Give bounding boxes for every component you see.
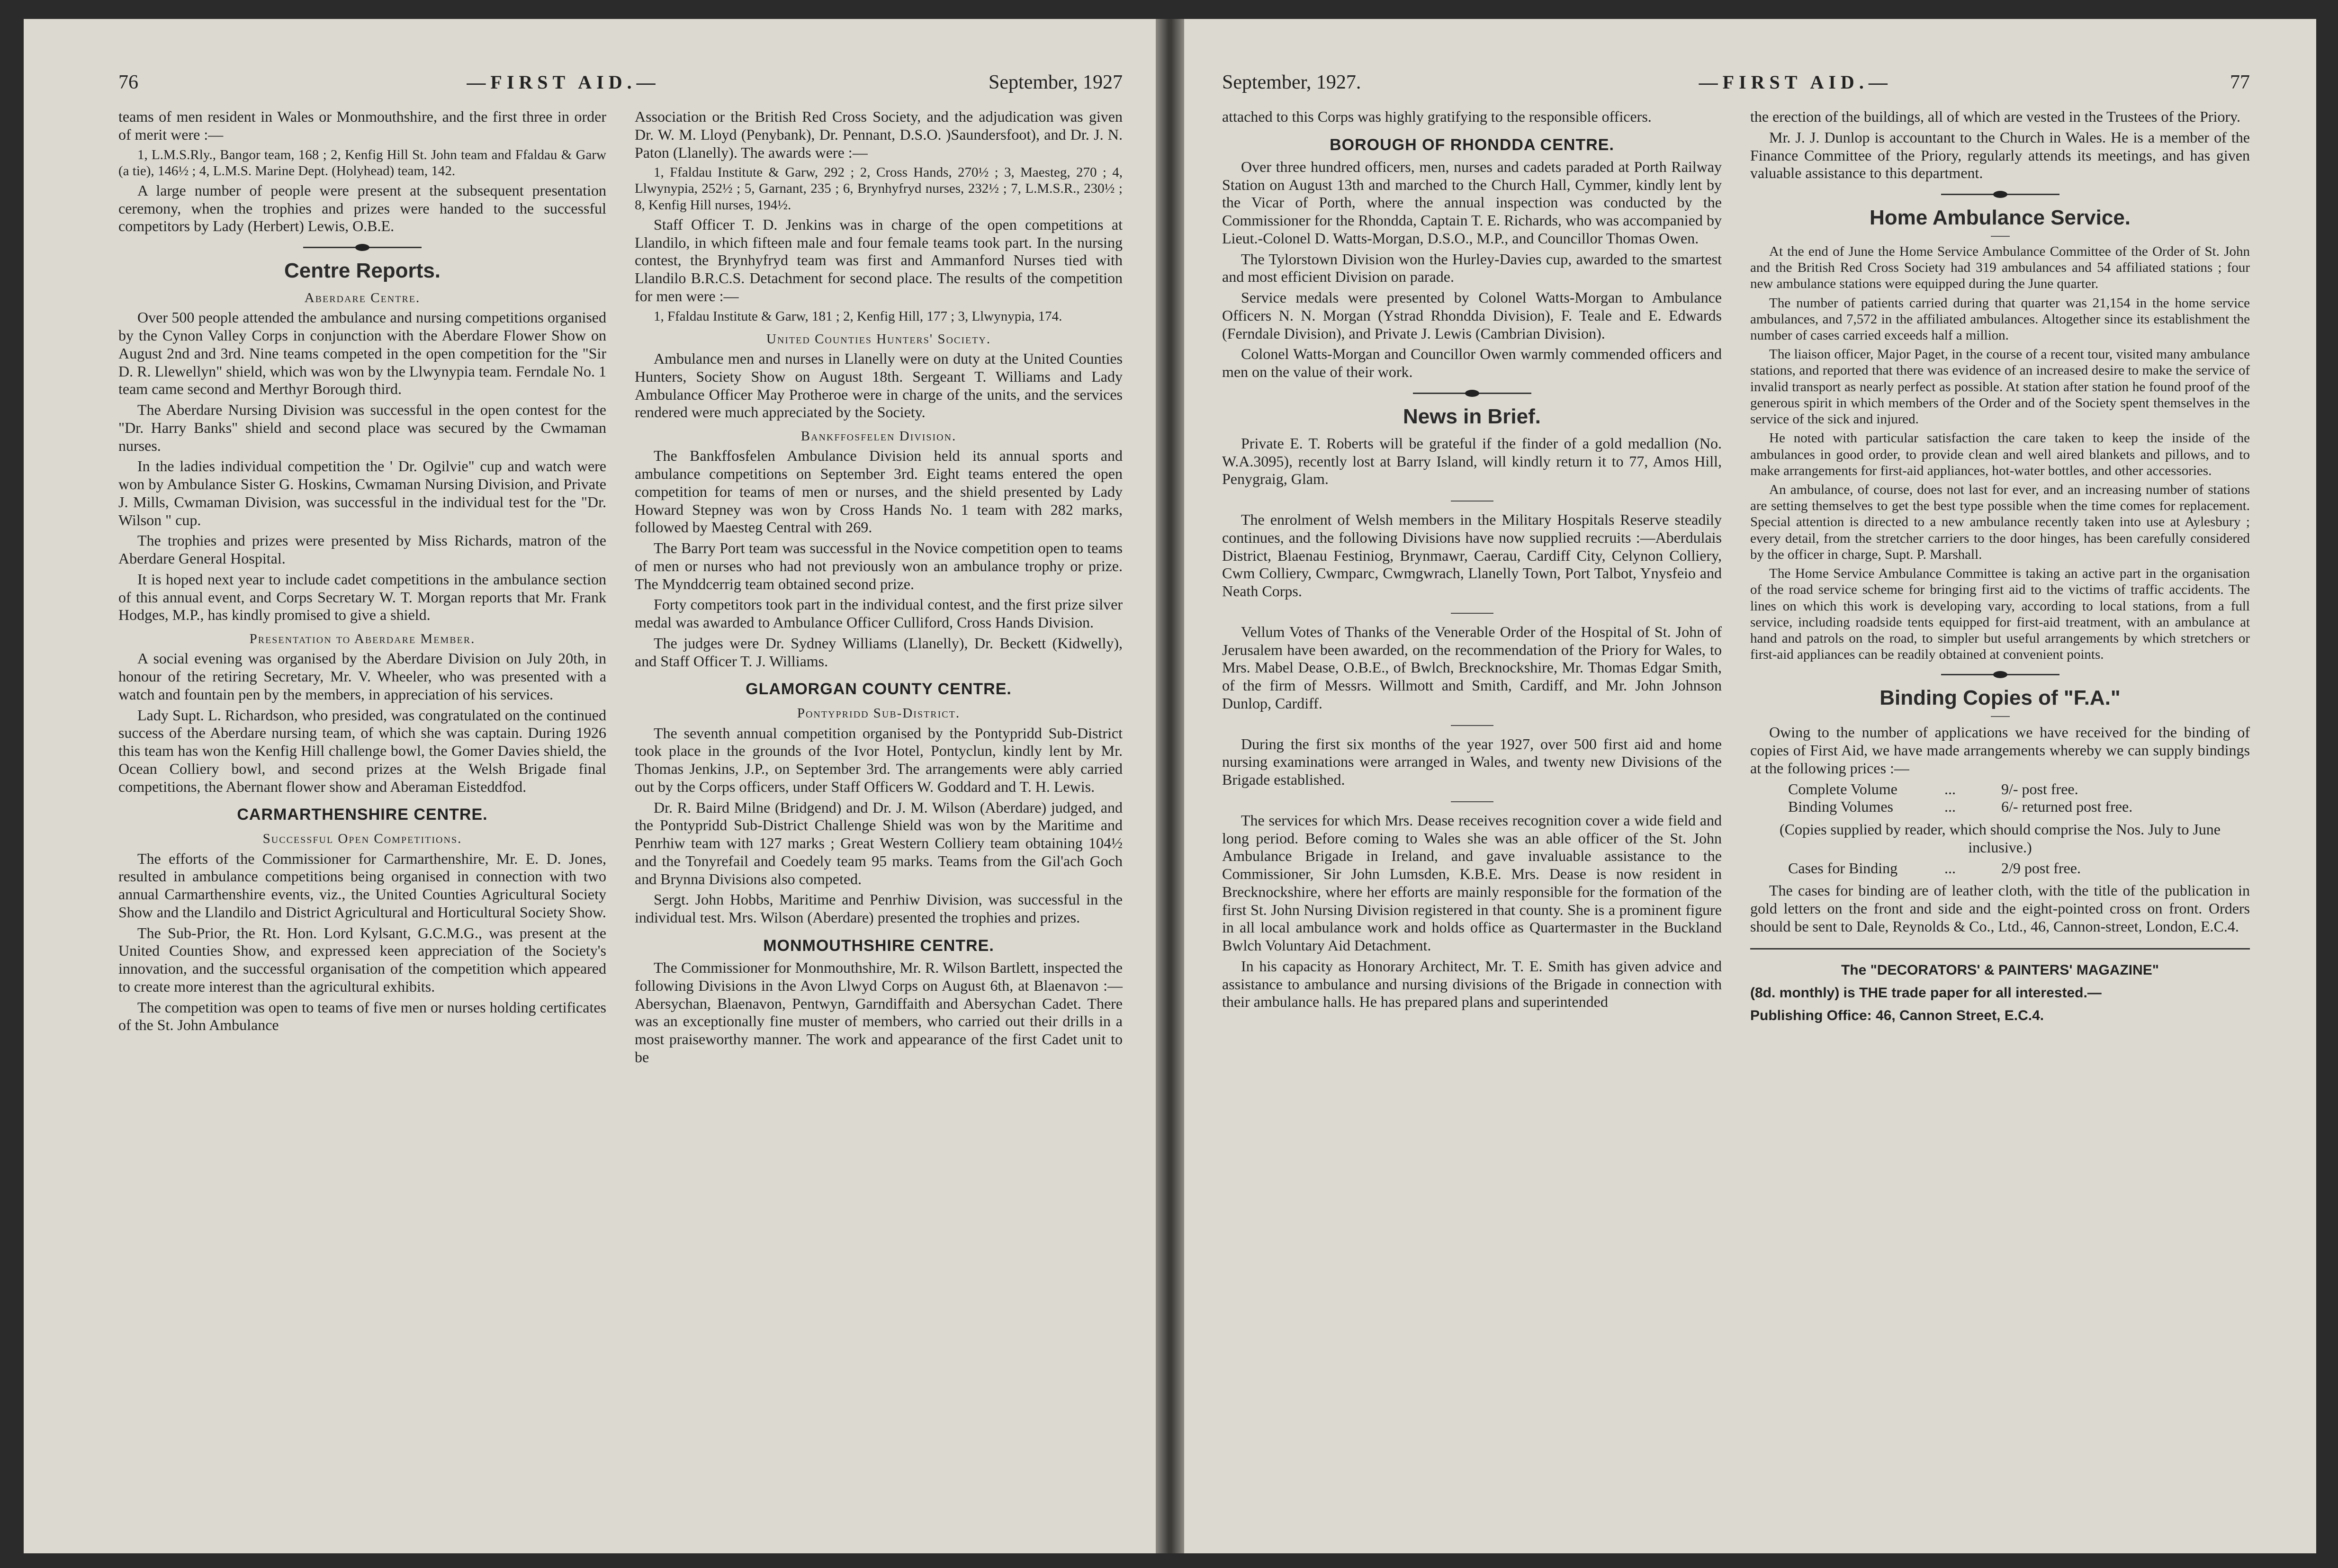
price-list: [1788, 780, 2250, 816]
price-row: Cases for Binding ... 2/9 post free.: [1788, 859, 2081, 877]
advert-line: The "DECORATORS' & PAINTERS' MAGAZINE": [1841, 962, 2159, 978]
paragraph: Dr. R. Baird Milne (Bridgend) and Dr. J. M. Wilson (Aberdare) judged, and the Pontypridd Sub-District Challenge Shield was won by the Maritime and Penrhiw team with 127 marks ; Great Western Colliery team obtaining 104½ and the Tonyrefail and Coedely team 95 marks. Teams from the Gil'ach Goch and Brynna Divisions also competed.: [635, 798, 1123, 887]
ornament-divider: [1750, 674, 2250, 675]
section-heading: News in Brief.: [1403, 404, 1541, 428]
paragraph: 1, Ffaldau Institute & Garw, 292 ; 2, Cross Hands, 270½ ; 3, Maesteg, 270 ; 4, Llwynypia, 252½ ; 5, Garnant, 235 ; 6, Brynhyfryd nurses, 232½ ; 7, L.M.S.R., 230½ ; 8, Kenfig Hill nurses, 194½.: [635, 165, 1123, 213]
right-page: [1184, 19, 2316, 1553]
paragraph: Service medals were presented by Colonel Watts-Morgan to Ambulance Officers N. N. Morgan (Ystrad Rhondda Division), F. Teale and E. Edwards (Ferndale Division), and Private J. Lewis (Cambrian Division).: [1222, 289, 1722, 342]
paragraph: Colonel Watts-Morgan and Councillor Owen warmly commended officers and men on the value of their work.: [1222, 345, 1722, 381]
paragraph: The Tylorstown Division won the Hurley-Davies cup, awarded to the smartest and most efficient Division on parade.: [1222, 250, 1722, 286]
paragraph: A social evening was organised by the Aberdare Division on July 20th, in honour of the retiring Secretary, Mr. V. Wheeler, who was presented with a watch and fountain pen by the members, in appreciation of his services.: [118, 650, 606, 703]
paragraph: The efforts of the Commissioner for Carmarthenshire, Mr. E. D. Jones, resulted in ambulance competitions being organised in connection with two annual Carmarthenshire events, viz., the United Counties Agricultural Society Show and the Llandilo and District Agricultural and Horticultural Society Show.: [118, 850, 606, 921]
section-heading: Home Ambulance Service.: [1869, 206, 2131, 229]
paragraph: attached to this Corps was highly gratifying to the responsible officers.: [1222, 108, 1652, 125]
paragraph: Owing to the number of applications we have received for the binding of copies of First Aid, we have made arrangements whereby we can supply bindings at the following prices :—: [1750, 724, 2250, 777]
paragraph: The services for which Mrs. Dease receives recognition cover a wide field and long period. Before coming to Wales she was an able officer of the St. John Ambulance Brigade in Ireland, and gave invaluable assistance to the Commissioner, Sir John Lumsden, K.B.E. Mrs. Dease is now resident in Brecknockshire, where her efforts are mainly responsible for the formation of the first St. John Nursing Division registered in that county. She is a prominent figure in all local ambulance work and holds office as Quartermaster in the Buckland Bwlch Voluntary Aid Detachment.: [1222, 811, 1722, 954]
subheading: United Counties Hunters' Society.: [766, 331, 991, 347]
paragraph: At the end of June the Home Service Ambulance Committee of the Order of St. John and the British Red Cross Society had 319 ambulances and 54 affiliated stations ; four new ambulance stations were equipped during the June quarter.: [1750, 243, 2250, 292]
paragraph: Sergt. John Hobbs, Maritime and Penrhiw Division, was successful in the individual test. Mrs. Wilson (Aberdare) presented the trophies and prizes.: [635, 891, 1123, 926]
advert-line: (8d. monthly) is THE trade paper for all interested.—: [1750, 985, 2102, 1001]
paragraph: Vellum Votes of Thanks of the Venerable Order of the Hospital of St. John of Jerusalem have been awarded, on the recommendation of the Priory for Wales, to Mrs. Mabel Dease, O.B.E., of Bwlch, Brecknockshire, Mr. Thomas Edgar Smith, of the firm of Messrs. Willmott and Smith, Cardiff, and Mr. John Johnson Dunlop, Cardiff.: [1222, 623, 1722, 712]
paragraph: The Commissioner for Monmouthshire, Mr. R. Wilson Bartlett, inspected the following Divisions in the Avon Llwyd Corps on August 6th, at Blaenavon :—Abersychan, Blaenavon, Pentwyn, Garndiffaith and Abersychan Cadet. There was an exceptionally fine muster of members, who carried out their drills in a most praiseworthy manner. The work and appearance of the first Cadet unit to be: [635, 959, 1123, 1066]
divider-rule: [1451, 725, 1493, 726]
paragraph: teams of men resident in Wales or Monmouthshire, and the first three in order of merit were :—: [118, 108, 606, 143]
paragraph: The number of patients carried during that quarter was 21,154 in the home service ambulances, and 7,572 in the affiliated ambulances. Altogether since its establishment the number of cases carried exceeds half a million.: [1750, 295, 2250, 343]
price-list: [1788, 860, 2250, 878]
paragraph: 1, Ffaldau Institute & Garw, 181 ; 2, Kenfig Hill, 177 ; 3, Llwynypia, 174.: [654, 308, 1062, 324]
page-number: 77: [2230, 72, 2250, 93]
paragraph: The Bankffosfelen Ambulance Division held its annual sports and ambulance competitions on September 3rd. Eight teams entered the open competition for teams of men or nurses, and the shield presented by Lady Howard Stepney was won by Cross Hands No. 1 team with 282 marks, followed by Maesteg Central with 269.: [635, 447, 1123, 536]
paragraph: The Aberdare Nursing Division was successful in the open contest for the "Dr. Harry Banks" shield and second place was secured by the Cwmaman nurses.: [118, 401, 606, 454]
advertisement: [1750, 948, 2250, 1027]
issue-date: September, 1927: [989, 72, 1123, 93]
paragraph: The seventh annual competition organised by the Pontypridd Sub-District took place in the grounds of the Ivor Hotel, Pontyclun, kindly lent by Mr. Thomas Jenkins, J.P., on September 3rd. The arrangements were ably carried out by the Corps officers, under Staff Officers W. Goddard and T. H. Lewis.: [635, 724, 1123, 795]
subheading: Successful Open Competitions.: [262, 831, 462, 847]
divider-rule: [1451, 501, 1493, 502]
price-note: (Copies supplied by reader, which should comprise the Nos. July to June inclusive.): [1779, 821, 2221, 856]
paragraph: Staff Officer T. D. Jenkins was in charge of the open competitions at Llandilo, in which fifteen male and four female teams took part. In the nursing contest, the Brynhyfryd team was first and Ammanford Nurses tied with Llandilo B.R.C.S. Detachment for second place. The results of the competition for men were :—: [635, 215, 1123, 305]
paragraph: It is hoped next year to include cadet competitions in the ambulance section of this annual event, and Corps Secretary W. T. Morgan reports that Mr. Frank Hodges, M.P., has kindly promised to give a shield.: [118, 570, 606, 624]
paragraph: The liaison officer, Major Paget, in the course of a recent tour, visited many ambulance stations, and reported that there was evidence of an increased desire to make the service of invalid transport as nearly perfect as possible. At station after station he found proof of the generous spirit in which members of the Order and of the Society spent themselves in the service of the sick and injured.: [1750, 347, 2250, 427]
subheading: Presentation to Aberdare Member.: [249, 631, 476, 647]
left-column-2: [635, 108, 1123, 1069]
left-page: [24, 19, 1156, 1553]
ornament-divider: [1750, 194, 2250, 195]
section-heading: Binding Copies of "F.A.": [1879, 686, 2121, 710]
subheading: Aberdare Centre.: [304, 290, 421, 306]
book-gutter: [1156, 19, 1184, 1553]
paragraph: The trophies and prizes were presented by Miss Richards, matron of the Aberdare General Hospital.: [118, 532, 606, 567]
paragraph: He noted with particular satisfaction the care taken to keep the inside of the ambulances in good order, to provide clean and well aired blankets and pillows, and to make arrangements for first-aid appliances, hot-water bottles, and other accessories.: [1750, 430, 2250, 478]
divider-rule: [1991, 716, 2010, 717]
centre-heading: MONMOUTHSHIRE CENTRE.: [763, 936, 994, 955]
paragraph: An ambulance, of course, does not last for ever, and an increasing number of stations are setting themselves to get the best type possible when the time comes for replacement. Special attention is directed to a new ambulance recently taken into use at Aylesbury ; every detail, from the stretcher carriers to the door hinges, has been carefully considered by the officer in charge, Supt. P. Marshall.: [1750, 482, 2250, 562]
paragraph: the erection of the buildings, all of which are vested in the Trustees of the Priory.: [1750, 108, 2241, 125]
price-row: Binding Volumes ... 6/- returned post free.: [1788, 798, 2133, 815]
paragraph: Lady Supt. L. Richardson, who presided, was congratulated on the continued success of the Aberdare nursing team, of which she was captain. During 1926 this team has won the Kenfig Hill challenge bowl, the Gomer Davies shield, the Ocean Colliery bowl, and second prizes at the Welsh Brigade final competitions, the Abernant flower show and Aberaman Eisteddfod.: [118, 706, 606, 795]
paragraph: The Barry Port team was successful in the Novice competition open to teams of men or nurses who had not previously won an ambulance trophy or prize. The Mynddcerrig team obtained second prize.: [635, 539, 1123, 592]
divider-rule: [1451, 613, 1493, 614]
ornament-divider: [1222, 393, 1722, 394]
paragraph: The Sub-Prior, the Rt. Hon. Lord Kylsant, G.C.M.G., was present at the United Counties Show, and expressed keen appreciation of the Society's innovation, and the successful organisation of the competition which appeared to create more interest than the agricultural exhibits.: [118, 924, 606, 995]
centre-heading: CARMARTHENSHIRE CENTRE.: [237, 806, 488, 824]
paragraph: The competition was open to teams of five men or nurses holding certificates of the St. John Ambulance: [118, 998, 606, 1034]
left-column-1: [118, 108, 606, 1069]
paragraph: In the ladies individual competition the ' Dr. Ogilvie" cup and watch were won by Ambulance Sister G. Hoskins, Cwmaman Nursing Division, and Private J. Mills, Cwmaman Division, was successful in the individual test for the "Dr. Wilson " cup.: [118, 457, 606, 529]
paragraph: Association or the British Red Cross Society, and the adjudication was given Dr. W. M. Lloyd (Penybank), Dr. Pennant, D.S.O. )Saundersfoot), and Dr. J. N. Paton (Llanelly). The awards were :—: [635, 108, 1123, 161]
paragraph: 1, L.M.S.Rly., Bangor team, 168 ; 2, Kenfig Hill St. John team and Ffaldau & Garw (a tie), 146½ ; 4, L.M.S. Marine Dept. (Holyhead) team, 142.: [118, 147, 606, 179]
running-head-left: [118, 71, 1123, 94]
paragraph: Over three hundred officers, men, nurses and cadets paraded at Porth Railway Station on August 13th and marched to the Church Hall, Cymmer, kindly lent by the Vicar of Porth, where the annual inspection was conducted by the Commissioner for the Rhondda, Captain T. E. Richards, who was accompanied by Lieut.-Colonel D. Watts-Morgan, D.S.O., M.P., and Councillor Thomas Owen.: [1222, 158, 1722, 247]
price-row: Complete Volume ... 9/- post free.: [1788, 780, 2078, 797]
paragraph: Ambulance men and nurses in Llanelly were on duty at the United Counties Hunters, Society Show on August 18th. Sergeant T. Williams and Lady Ambulance Officer May Protheroe were in charge of the units, and the services rendered were much appreciated by the Society.: [635, 350, 1123, 421]
paragraph: During the first six months of the year 1927, over 500 first aid and home nursing examinations were arranged in Wales, and twenty new Divisions of the Brigade established.: [1222, 735, 1722, 788]
ornament-divider: [118, 247, 606, 248]
paragraph: The enrolment of Welsh members in the Military Hospitals Reserve steadily continues, and the following Divisions have now supplied recruits :—Aberdulais District, Blaenau Festiniog, Brynmawr, Caerau, Cardiff City, Celynon Colliery, Cwm Colliery, Cwmparc, Cwmgwrach, Llanelly Town, Port Talbot, Ynysfeio and Neath Corps.: [1222, 511, 1722, 600]
issue-date: September, 1927.: [1222, 72, 1361, 93]
centre-heading: BOROUGH OF RHONDDA CENTRE.: [1330, 135, 1614, 154]
paragraph: Over 500 people attended the ambulance and nursing competitions organised by the Cynon Valley Corps in conjunction with the Aberdare Flower Show on August 2nd and 3rd. Nine teams competed in the open competition for the "Sir D. R. Llewellyn" shield, which was won by the Llwynypia team. Ferndale No. 1 team came second and Merthyr Borough third.: [118, 309, 606, 398]
paragraph: The cases for binding are of leather cloth, with the title of the publication in gold letters on the front and side and the eight-pointed cross on front. Orders should be sent to Dale, Reynolds & Co., Ltd., 46, Cannon-street, London, E.C.4.: [1750, 882, 2250, 935]
right-column-2: [1750, 108, 2250, 1027]
paragraph: Forty competitors took part in the individual contest, and the first prize silver medal was awarded to Ambulance Officer Culliford, Cross Hands Division.: [635, 596, 1123, 631]
centre-heading: GLAMORGAN COUNTY CENTRE.: [746, 680, 1012, 699]
section-heading: Centre Reports.: [284, 259, 441, 283]
divider-rule: [1451, 801, 1493, 802]
right-column-1: [1222, 108, 1722, 1027]
paragraph: The Home Service Ambulance Committee is taking an active part in the organisation of the road service scheme for bringing first aid to the victims of traffic accidents. The lines on which this work is developing vary, according to local stations, from a full service, including roadside tents equipped for first-aid treatment, with an ambulance at hand and patrols on the road, to simpler but useful arrangements by which stretchers or first-aid appliances can be readily obtained at convenient points.: [1750, 566, 2250, 663]
advert-line: Publishing Office: 46, Cannon Street, E.C.4.: [1750, 1007, 2044, 1023]
journal-title: —FIRST AID.—: [467, 72, 660, 93]
running-head-right: [1222, 71, 2250, 94]
paragraph: The judges were Dr. Sydney Williams (Llanelly), Dr. Beckett (Kidwelly), and Staff Officer T. J. Williams.: [635, 634, 1123, 670]
subheading: Bankffosfelen Division.: [800, 429, 957, 444]
paragraph: In his capacity as Honorary Architect, Mr. T. E. Smith has given advice and assistance to ambulance and nursing divisions of the Brigade in connection with their ambulance halls. He has prepared plans and superintended: [1222, 957, 1722, 1011]
paragraph: A large number of people were present at the subsequent presentation ceremony, when the trophies and prizes were handed to the successful competitors by Lady (Herbert) Lewis, O.B.E.: [118, 181, 606, 235]
paragraph: Private E. T. Roberts will be grateful if the finder of a gold medallion (No. W.A.3095), recently lost at Barry Island, will kindly return it to 77, Amos Hill, Penygraig, Glam.: [1222, 434, 1722, 488]
page-number: 76: [118, 72, 138, 93]
journal-title: —FIRST AID.—: [1699, 72, 1892, 93]
paragraph: Mr. J. J. Dunlop is accountant to the Church in Wales. He is a member of the Finance Committee of the Priory, regularly attends its meetings, and has given valuable assistance to this department.: [1750, 128, 2250, 182]
subheading: Pontypridd Sub-District.: [797, 706, 961, 721]
divider-rule: [1991, 236, 2010, 237]
